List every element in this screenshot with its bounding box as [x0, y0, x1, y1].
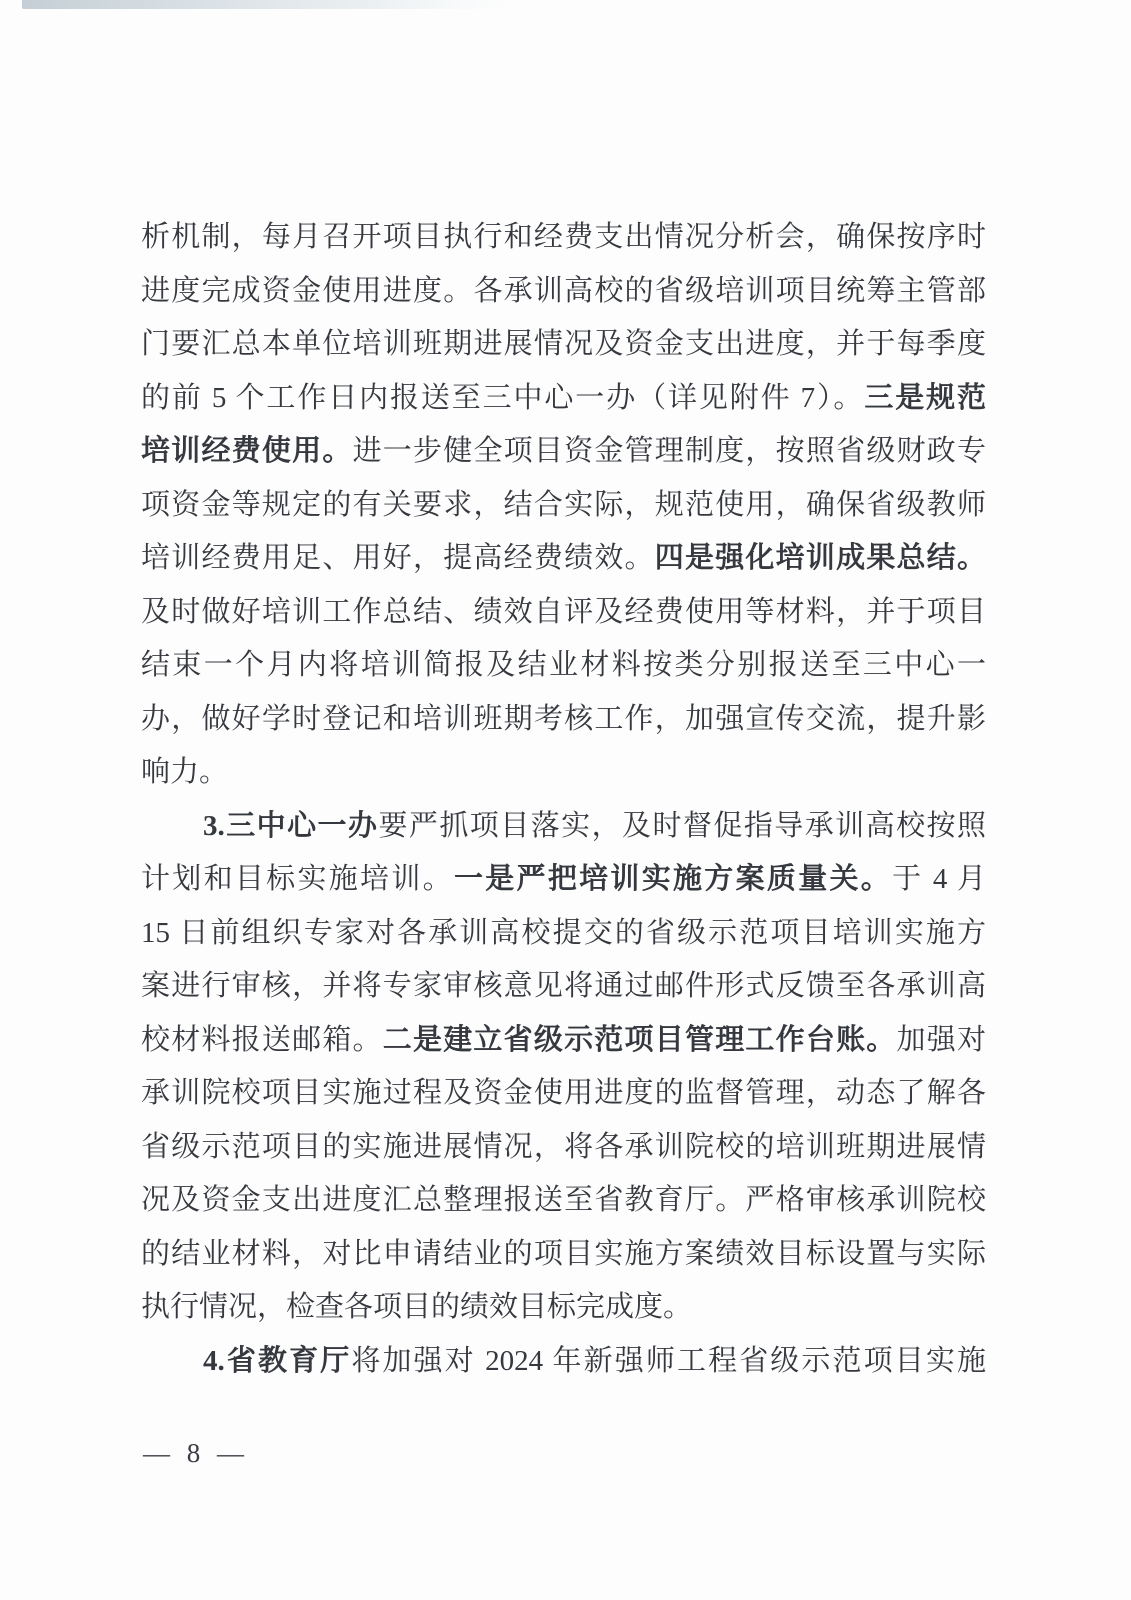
text-line	[141, 693, 986, 747]
text-line	[141, 1228, 986, 1282]
text-line	[141, 960, 986, 1014]
text-line	[141, 1067, 986, 1121]
bold-text-segment: 三是规范	[864, 381, 986, 414]
text-segment: 校材料报送邮箱。	[141, 1023, 383, 1056]
text-line	[141, 907, 986, 961]
text-segment: 项资金等规定的有关要求，结合实际，规范使用，确保省级教师	[141, 488, 986, 521]
text-segment: 进度完成资金使用进度。各承训高校的省级培训项目统筹主管部	[141, 274, 986, 307]
text-line	[141, 639, 986, 693]
text-segment: 响力。	[141, 756, 229, 788]
text-line	[141, 211, 986, 265]
text-line	[141, 425, 986, 479]
text-line	[141, 800, 986, 854]
text-segment: 15 日前组织专家对各承训高校提交的省级示范项目培训实施方	[141, 916, 986, 949]
text-segment: 执行情况，检查各项目的绩效目标完成度。	[141, 1291, 693, 1323]
text-segment: 省级示范项目的实施进展情况，将各承训院校的培训班期进展情	[141, 1130, 986, 1163]
text-segment: 将加强对 2024 年新强师工程省级示范项目实施	[351, 1344, 986, 1377]
bold-text-segment: 培训经费使用。	[141, 435, 353, 467]
text-segment: 结束一个月内将培训简报及结业材料按类分别报送至三中心一	[141, 649, 986, 681]
text-segment: 及时做好培训工作总结、绩效自评及经费使用等材料，并于项目	[141, 595, 986, 628]
text-segment: 培训经费用足、用好，提高经费绩效。	[141, 542, 655, 574]
text-line	[141, 265, 986, 319]
text-line	[141, 532, 986, 586]
document-body	[141, 211, 986, 1388]
text-line	[141, 746, 986, 800]
bold-text-segment: 二是建立省级示范项目管理工作台账。	[382, 1023, 897, 1056]
text-segment: 的前 5 个工作日内报送至三中心一办（详见附件 7）。	[141, 381, 865, 414]
text-segment: 要严抓项目落实，及时督促指导承训高校按照	[378, 809, 986, 842]
text-segment: 承训院校项目实施过程及资金使用进度的监督管理，动态了解各	[141, 1077, 986, 1109]
text-line	[141, 479, 986, 533]
text-line	[141, 1281, 986, 1335]
text-segment: 于 4 月	[892, 863, 986, 895]
text-segment: 的结业材料，对比申请结业的项目实施方案绩效目标设置与实际	[141, 1237, 986, 1270]
text-segment: 办，做好学时登记和培训班期考核工作，加强宣传交流，提升影	[141, 702, 986, 735]
bold-text-segment: 4.省教育厅	[203, 1344, 352, 1377]
text-segment: 析机制，每月召开项目执行和经费支出情况分析会，确保按序时	[141, 221, 986, 253]
text-line	[141, 1174, 986, 1228]
text-segment: 加强对	[896, 1023, 986, 1056]
text-segment: 门要汇总本单位培训班期进展情况及资金支出进度，并于每季度	[141, 328, 986, 360]
bold-text-segment: 3.三中心一办	[203, 809, 379, 842]
text-line	[141, 1014, 986, 1068]
text-segment: 况及资金支出进度汇总整理报送至省教育厅。严格审核承训院校	[141, 1184, 986, 1216]
scan-artifact	[22, 0, 510, 9]
text-line	[141, 853, 986, 907]
text-line	[141, 1121, 986, 1175]
bold-text-segment: 四是强化培训成果总结。	[654, 542, 986, 574]
text-segment: 案进行审核，并将专家审核意见将通过邮件形式反馈至各承训高	[141, 970, 986, 1002]
text-segment: 计划和目标实施培训。	[141, 863, 454, 895]
page-number: — 8 —	[143, 1438, 249, 1468]
text-line	[141, 318, 986, 372]
text-line	[141, 1335, 986, 1389]
bold-text-segment: 一是严把培训实施方案质量关。	[453, 863, 893, 895]
text-line	[141, 372, 986, 426]
text-line	[141, 586, 986, 640]
text-segment: 进一步健全项目资金管理制度，按照省级财政专	[352, 435, 986, 467]
